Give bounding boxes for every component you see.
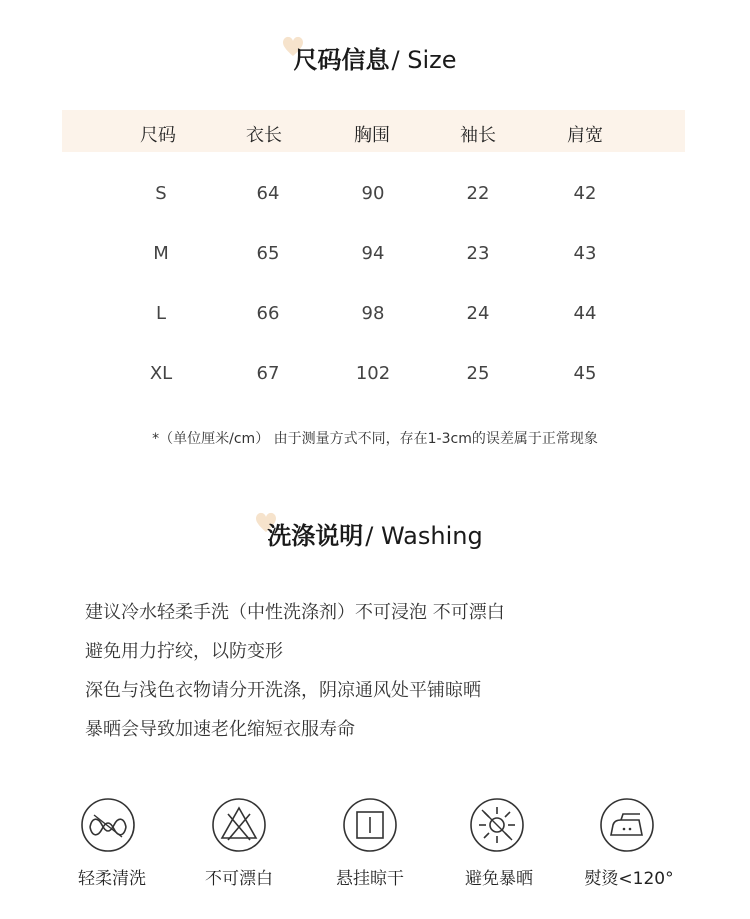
care-label: 熨烫<120°	[584, 869, 674, 889]
hang-dry-icon	[342, 797, 398, 853]
iron-icon	[599, 797, 655, 853]
washing-section-title	[0, 516, 750, 551]
washing-line: 深色与浅色衣物请分开洗涤，阴凉通风处平铺晾晒	[85, 680, 481, 701]
header-length: 衣长	[246, 125, 282, 146]
table-cell: 45	[573, 363, 597, 384]
table-cell: 42	[573, 183, 597, 204]
washing-title-cn: 洗涤说明	[267, 522, 364, 550]
header-shoulder: 肩宽	[567, 125, 603, 146]
size-title-cn: 尺码信息	[293, 46, 390, 74]
table-cell: XL	[149, 363, 173, 384]
header-size: 尺码	[140, 125, 176, 146]
table-row	[62, 183, 685, 213]
table-cell: 64	[256, 183, 280, 204]
table-cell: 66	[256, 303, 280, 324]
size-title-en: / Size	[391, 46, 457, 74]
table-cell: 43	[573, 243, 597, 264]
table-cell: S	[155, 183, 167, 204]
washing-instructions	[85, 600, 505, 756]
table-row	[62, 303, 685, 333]
table-cell: 25	[466, 363, 490, 384]
table-cell: 23	[466, 243, 490, 264]
table-cell: 90	[361, 183, 385, 204]
no-bleach-icon	[211, 797, 267, 853]
header-sleeve: 袖长	[460, 125, 496, 146]
avoid-sun-icon	[469, 797, 525, 853]
header-chest: 胸围	[354, 125, 390, 146]
size-table-header	[62, 110, 685, 152]
table-cell: L	[155, 303, 167, 324]
washing-line: 建议冷水轻柔手洗（中性洗涤剂）不可浸泡 不可漂白	[85, 602, 505, 623]
table-cell: M	[153, 243, 169, 264]
care-label: 悬挂晾干	[336, 869, 404, 889]
table-cell: 24	[466, 303, 490, 324]
table-row	[62, 363, 685, 393]
washing-title-en: / Washing	[365, 522, 483, 550]
size-table	[62, 110, 685, 384]
table-cell: 22	[466, 183, 490, 204]
table-row	[62, 243, 685, 273]
table-cell: 98	[361, 303, 385, 324]
table-cell: 65	[256, 243, 280, 264]
table-cell: 94	[361, 243, 385, 264]
care-label: 避免暴晒	[465, 869, 533, 889]
size-section-title	[0, 40, 750, 75]
measurement-note: *（单位厘米/cm） 由于测量方式不同，存在1-3cm的误差属于正常现象	[152, 431, 598, 447]
care-label: 不可漂白	[205, 869, 273, 889]
washing-line: 避免用力拧绞，以防变形	[85, 641, 283, 662]
care-label: 轻柔清洗	[78, 869, 146, 889]
table-cell: 67	[256, 363, 280, 384]
gentle-wash-icon	[80, 797, 136, 853]
table-cell: 102	[355, 363, 391, 384]
table-cell: 44	[573, 303, 597, 324]
washing-line: 暴晒会导致加速老化缩短衣服寿命	[85, 719, 355, 740]
